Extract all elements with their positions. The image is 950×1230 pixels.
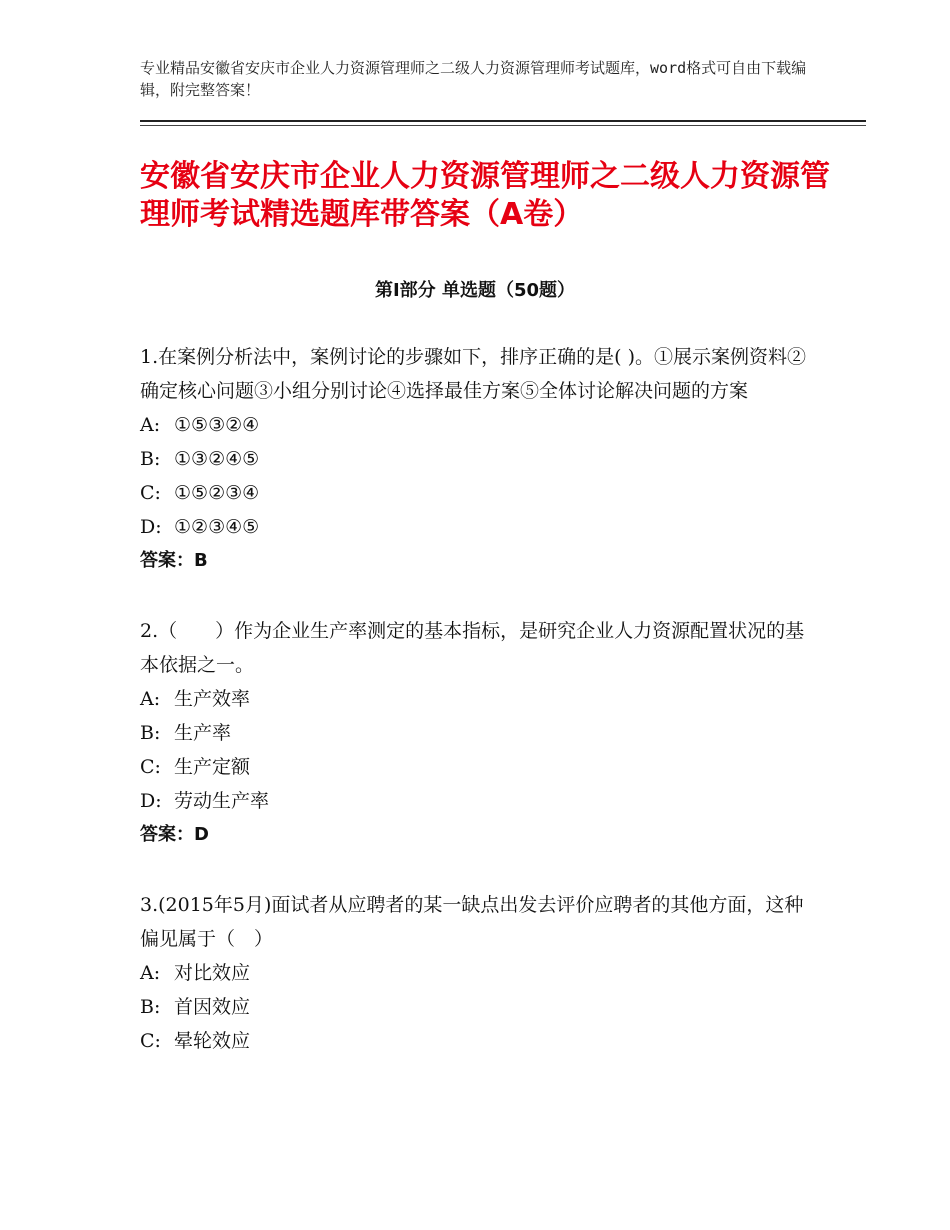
option-text: 生产定额 [174,756,251,778]
header-divider-thin [140,125,866,126]
option-text: 对比效应 [174,962,251,984]
question-stem: 2.（ ）作为企业生产率测定的基本指标，是研究企业人力资源配置状况的基本依据之一。 [140,620,805,676]
question-stem: 3.(2015年5月)面试者从应聘者的某一缺点出发去评价应聘者的其他方面，这种偏见属于（ ） [140,894,804,950]
option-text: 生产效率 [174,688,251,710]
header-note: 专业精品安徽省安庆市企业人力资源管理师之二级人力资源管理师考试题库，word格式可自由下载编辑，附完整答案！ [140,59,807,99]
option-key: A: [140,414,161,436]
option-key: D: [140,516,162,538]
option-text: ①⑤②③④ [174,482,260,504]
option-key: C: [140,482,161,504]
option-a [140,682,810,716]
question-list [140,340,810,1094]
answer-line: 答案：D [140,824,209,845]
option-key: B: [140,722,161,744]
question-3 [140,888,810,1058]
option-c [140,476,810,510]
question-stem: 1.在案例分析法中，案例讨论的步骤如下，排序正确的是( )。①展示案例资料②确定核心问题③小组分别讨论④选择最佳方案⑤全体讨论解决问题的方案 [140,346,806,402]
option-text: 生产率 [174,722,232,744]
option-key: C: [140,1030,161,1052]
option-key: A: [140,688,161,710]
section-title: 第Ⅰ部分 单选题（50题） [374,280,575,301]
option-text: ①③②④⑤ [174,448,260,470]
option-key: B: [140,996,161,1018]
option-key: C: [140,756,161,778]
option-text: 首因效应 [174,996,251,1018]
header-divider-thick [140,120,866,122]
question-2 [140,614,810,852]
option-key: A: [140,962,161,984]
option-b [140,716,810,750]
option-text: ①⑤③②④ [174,414,260,436]
option-a [140,408,810,442]
option-d [140,784,810,818]
document-title: 安徽省安庆市企业人力资源管理师之二级人力资源管理师考试精选题库带答案（A卷） [140,159,830,232]
option-key: D: [140,790,162,812]
option-text: 晕轮效应 [174,1030,251,1052]
option-key: B: [140,448,161,470]
answer-line: 答案：B [140,550,208,571]
option-b [140,442,810,476]
option-text: 劳动生产率 [174,790,270,812]
option-text: ①②③④⑤ [174,516,260,538]
option-c [140,1024,810,1058]
option-c [140,750,810,784]
question-1 [140,340,810,578]
option-a [140,956,810,990]
option-d [140,510,810,544]
option-b [140,990,810,1024]
